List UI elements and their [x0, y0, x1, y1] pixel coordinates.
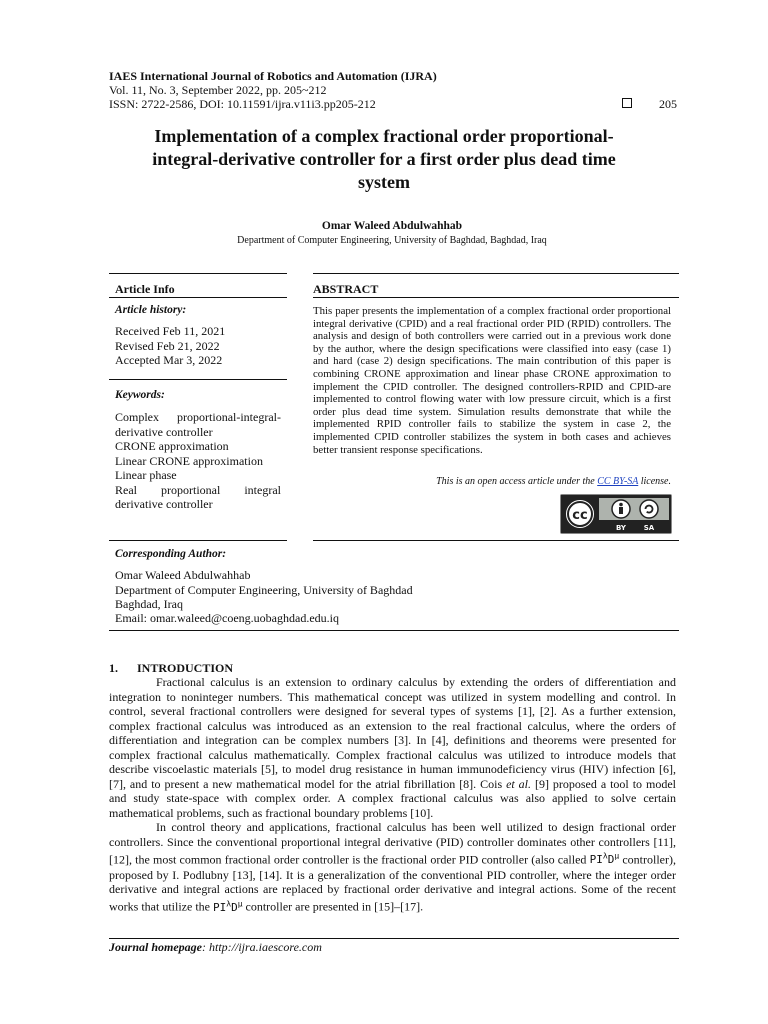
keyword-item: Linear CRONE approximation: [115, 453, 263, 468]
journal-name: IAES International Journal of Robotics and Automation (IJRA): [109, 69, 437, 83]
info-top-rule: [109, 273, 287, 274]
keyword-item: Real proportional integral derivative controller: [115, 482, 281, 511]
abstract-text: This paper presents the implementation of a complex fractional order proportional integral derivative (CPID) and a real fractional order PID (RPID) controllers. The analysis and design of both controllers were carried out in a previous work done by the author, where the design specifications were classified into easy (case 1) and hard (case 2) design specifications. The main contribution of this paper is combining CRONE approximation and linear phase CRONE approximation to implement the CPID controller. The designed controllers-RPID and CPID-are implemented to control flowing water with low pressure circuit, which is a first order plus dead time system. Simulation results demonstrate that while the implemented RPID controller fails to stabilize the system in case 2, the implemented CPID controller stabilizes the system in both cases and achieves better transient response specifications.: [313, 305, 671, 456]
intro-body: [109, 675, 676, 915]
intro-number: 1.: [109, 661, 118, 675]
corresponding-email[interactable]: Email: omar.waleed@coeng.uobaghdad.edu.iq: [115, 611, 339, 625]
keywords-list: [115, 410, 281, 512]
received-date: Received Feb 11, 2021: [115, 324, 226, 338]
paper-title: [100, 125, 668, 194]
issn-doi: ISSN: 2722-2586, DOI: 10.11591/ijra.v11i3.pp205-212: [109, 97, 376, 111]
abstract-heading-rule: [313, 297, 679, 298]
page-number: 205: [659, 97, 677, 111]
license-suffix: license.: [638, 476, 671, 487]
intro-heading: INTRODUCTION: [137, 661, 234, 675]
cc-by-sa-badge: [560, 494, 672, 534]
by-label: BY: [615, 524, 627, 532]
pid-symbol: $PI^\lambda D^\mu$: [212, 898, 243, 914]
footer-rule: [109, 938, 679, 939]
homepage-label: Journal homepage: [109, 940, 203, 954]
info-bottom-rule: [109, 540, 287, 541]
author-name: Omar Waleed Abdulwahhab: [321, 220, 463, 232]
license-prefix: This is an open access article under the: [436, 476, 598, 487]
keyword-item: Complex proportional-integral-derivative controller: [115, 410, 281, 439]
pid-symbol: $PI^\lambda D^\mu$: [589, 851, 620, 867]
abstract-top-rule: [313, 273, 679, 274]
corresponding-city: Baghdad, Iraq: [115, 597, 183, 611]
journal-homepage: [109, 940, 322, 955]
abstract-heading: ABSTRACT: [313, 282, 379, 296]
corresponding-dept: Department of Computer Engineering, University of Baghdad: [115, 583, 413, 597]
cc-by-sa-link[interactable]: CC BY-SA: [597, 476, 639, 487]
cc-label: cc: [572, 508, 588, 523]
corresponding-name: Omar Waleed Abdulwahhab: [115, 568, 251, 582]
intro-paragraph-2: In control theory and applications, fractional calculus has been well utilized to design fractional order controllers. Since the conventional proportional integral derivative (PID) controller dominates other controllers [11], [12], the most common fractional order controller is the fractional order PID controller (also called $PI^\lambda D^\mu$ controller), proposed by I. Podlubny [13], [14]. It is a generalization of the conventional PID controller, where the integer order derivative and integral actions are replaced by fractional order derivative and integral actions. Some of the recent works that utilize the $PI^\lambda D^\mu$ controller are presented in [15]–[17].: [109, 820, 676, 914]
square-bullet-icon: [622, 98, 632, 108]
keyword-item: Linear phase: [115, 468, 177, 482]
abstract-bottom-rule: [313, 540, 679, 541]
title-line-3: system: [358, 172, 410, 192]
license-note: [313, 476, 671, 487]
et-al: et al.: [506, 776, 532, 791]
history-divider: [109, 379, 287, 380]
article-history-label: Article history:: [115, 304, 187, 316]
keyword-item: CRONE approximation: [115, 439, 229, 453]
accepted-date: Accepted Mar 3, 2022: [115, 353, 223, 367]
corresponding-label: Corresponding Author:: [115, 548, 227, 560]
homepage-url[interactable]: : http://ijra.iaescore.com: [202, 940, 322, 954]
revised-date: Revised Feb 21, 2022: [115, 339, 220, 353]
sa-label: SA: [643, 524, 655, 532]
affiliation: Department of Computer Engineering, University of Baghdad, Baghdad, Iraq: [237, 235, 547, 246]
volume-info: Vol. 11, No. 3, September 2022, pp. 205~212: [109, 83, 327, 97]
cc-license-icon: [561, 495, 671, 533]
title-line-2: integral-derivative controller for a first order plus dead time: [152, 149, 616, 169]
info-heading-rule: [109, 297, 287, 298]
intro-paragraph-1: Fractional calculus is an extension to ordinary calculus by extending the orders of differentiation and integration to noninteger numbers. This mathematical concept was utilized in system modelling and control. In control, several fractional controllers were designed for several types of systems [1], [2]. As a further extension, complex fractional calculus was introduced as an extension to the real fractional calculus, where the orders of differentiation and integration can be complex numbers [3]. In [4], definitions and theorems were presented for complex fractional calculus mathematically. Complex fractional calculus was utilized to introduce models that describe viscoelastic materials [5], to model drug resistance in human immunodeficiency virus (HIV) infection [6], [7], and to present a new mathematical model for the atrial fibrillation [8]. Cois et al. [9] proposed a tool to model and study state-space with complex order. A complex fractional calculus was also applied to solve certain mathematical problems, such as fractional boundary problems [10].: [109, 675, 676, 820]
corresponding-bottom-rule: [109, 630, 679, 631]
title-line-1: Implementation of a complex fractional order proportional-: [154, 126, 614, 146]
article-info-heading: Article Info: [115, 282, 175, 296]
keywords-label: Keywords:: [115, 389, 165, 401]
